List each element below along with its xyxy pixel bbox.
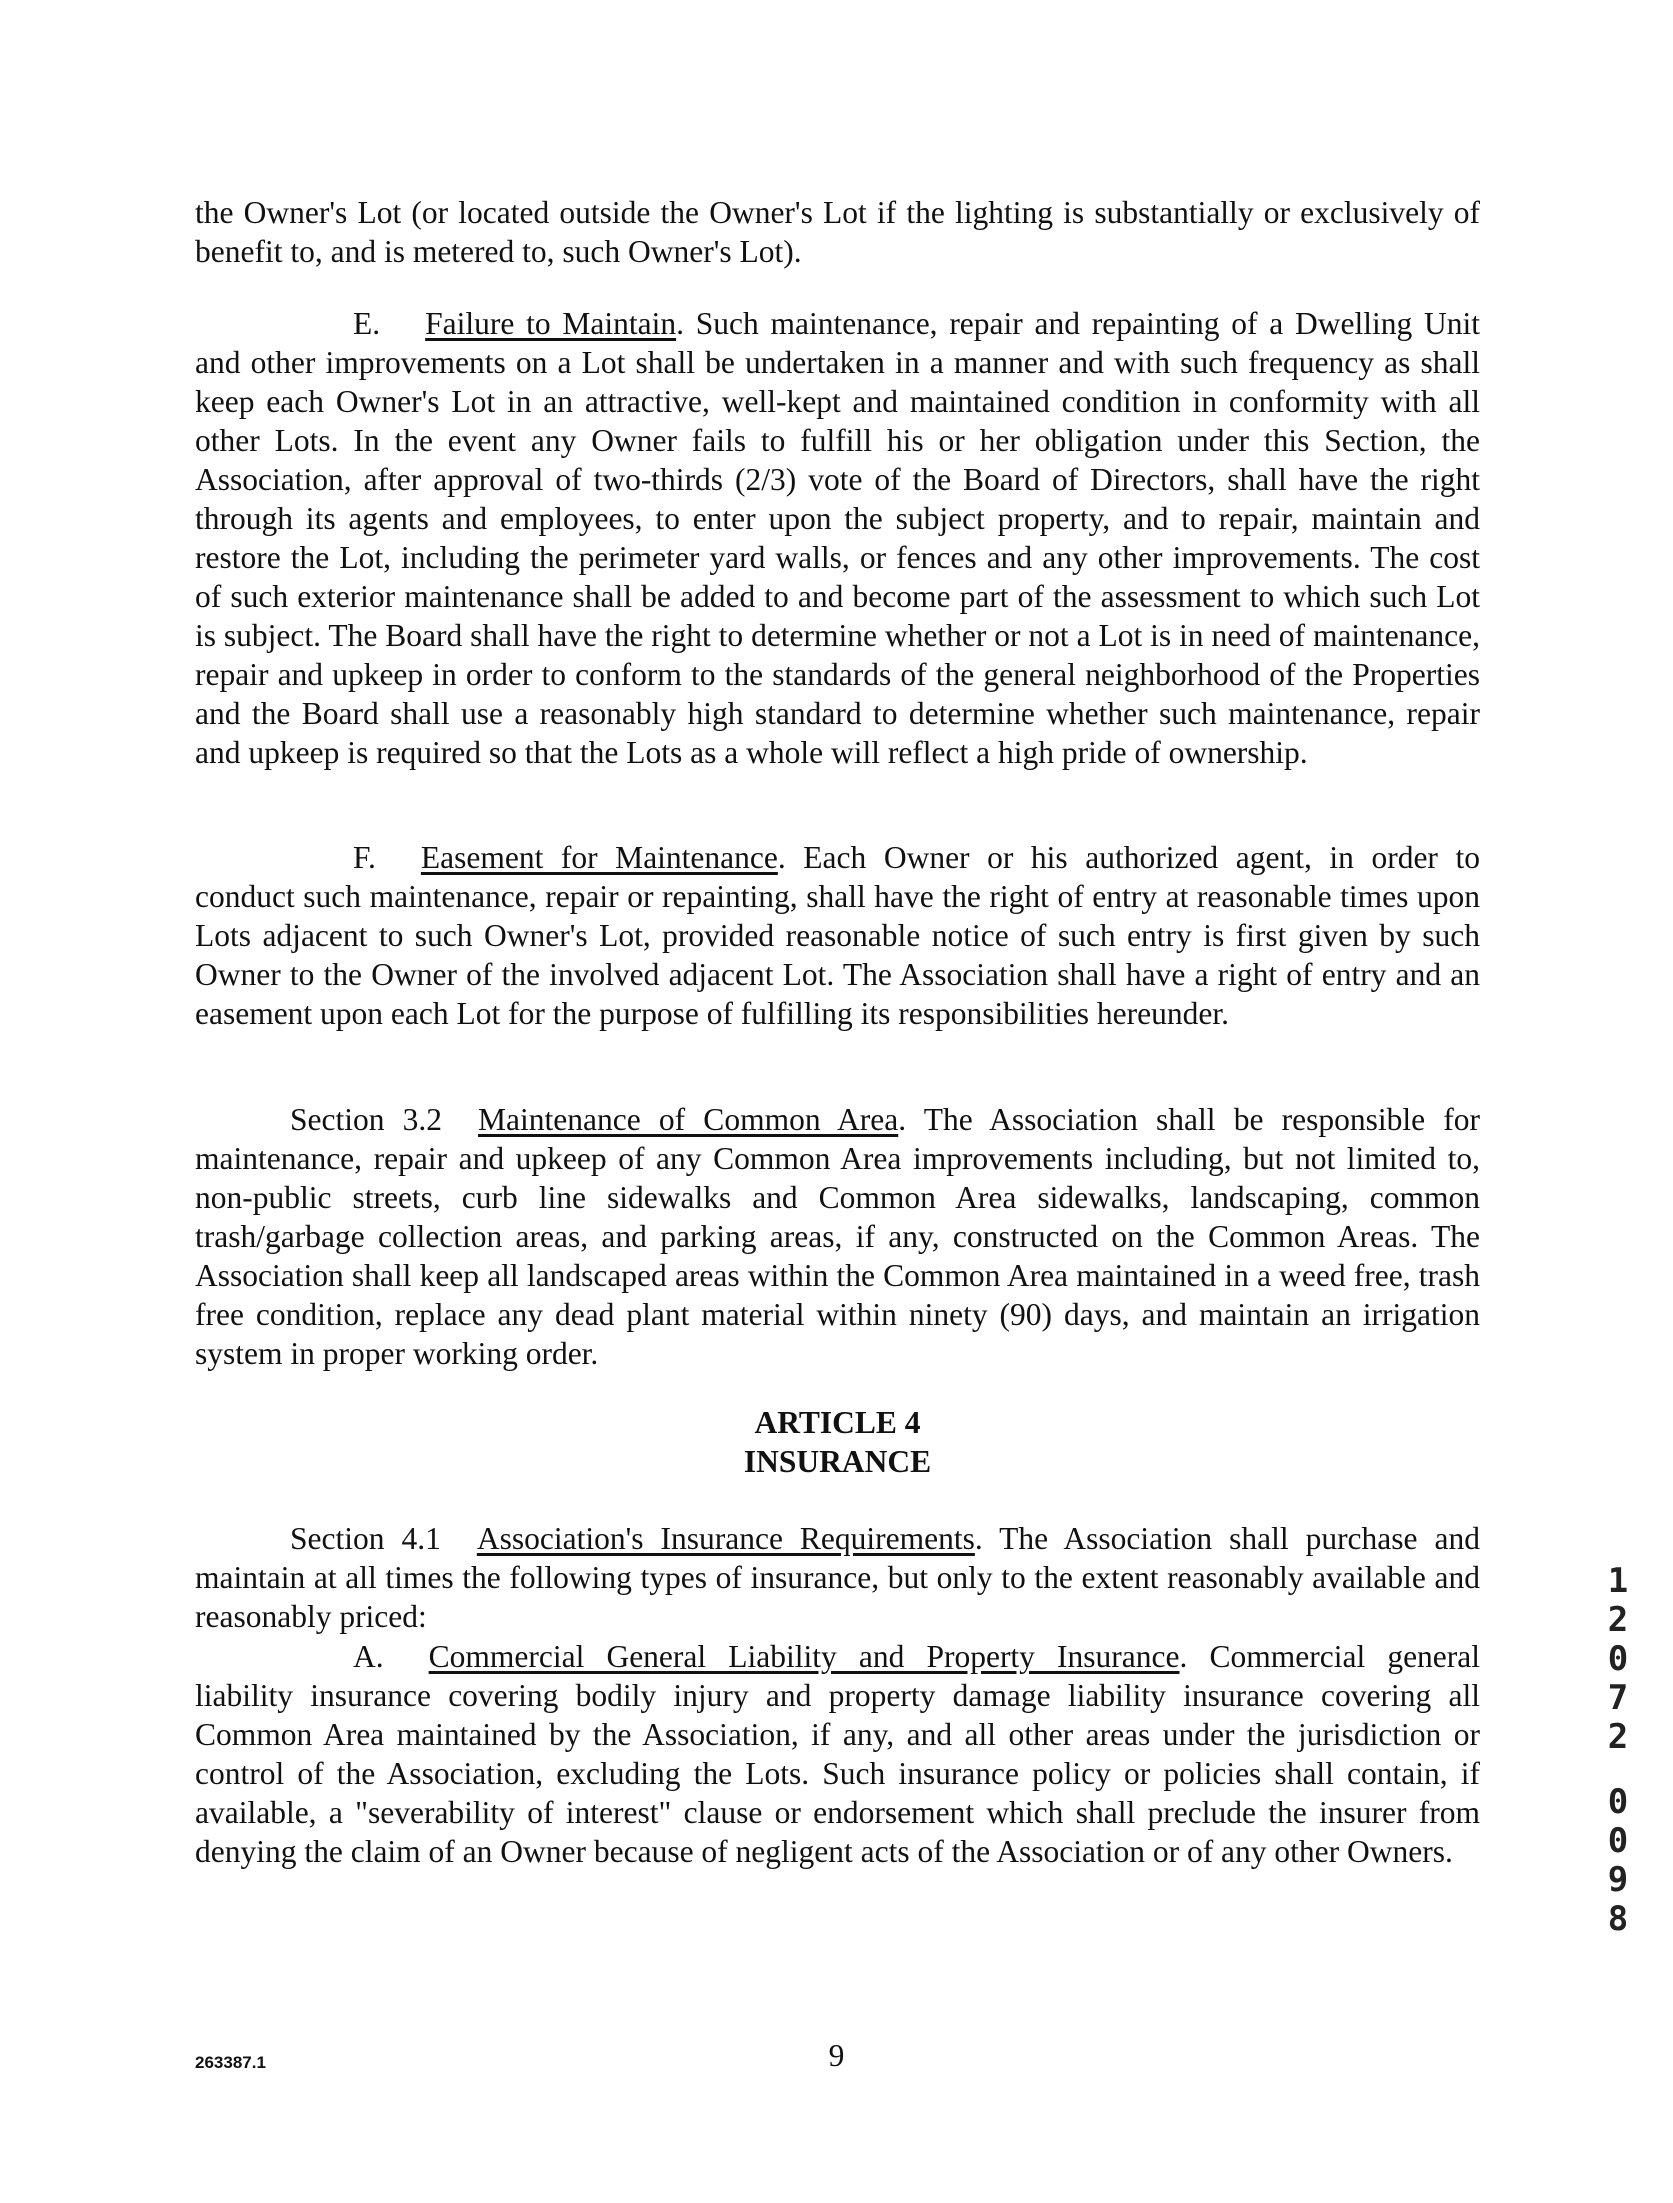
article-number: ARTICLE 4 [754,1405,921,1440]
paragraph-text: the Owner's Lot (or located outside the Owner's Lot if the lighting is substantially or exclusively of benefit to, and is metered to, such Owner's Lot). [195,195,1480,269]
page-number: 9 [828,2038,845,2073]
article-title: INSURANCE [743,1444,932,1479]
paragraph-title: Commercial General Liability and Property Insurance [428,1639,1180,1674]
section-label: Section 4.1 [290,1521,441,1556]
stamp-digit: 1 [1607,1561,1629,1601]
paragraph-title: Easement for Maintenance [420,840,778,875]
stamp-digit: 2 [1607,1600,1629,1640]
paragraph-e-failure-to-maintain [195,304,1480,772]
paragraph-body: . Commercial general liability insurance covering bodily injury and property damage liability insurance covering all Common Area maintained by the Association, if any, and all other areas under the jurisdiction or control of the Association, excluding the Lots. Such insurance policy or policies shall contain, if available, a "severability of interest" clause or endorsement which shall preclude the insurer from denying the claim of an Owner because of negligent acts of the Association or of any other Owners. [195,1639,1481,1869]
section-4-1-association-insurance-requirements [195,1519,1480,1636]
paragraph-label: E. [353,306,381,341]
section-body: . The Association shall purchase and maintain at all times the following types of insurance, but only to the extent reasonably available and reasonably priced: [195,1521,1480,1634]
paragraph-label: F. [353,840,376,875]
paragraph-body: . Such maintenance, repair and repainting of a Dwelling Unit and other improvements on a Lot shall be undertaken in a manner and with such frequency as shall keep each Owner's Lot in an attractive, well-kept and maintained condition in conformity with all other Lots. In the event any Owner fails to fulfill his or her obligation under this Section, the Association, after approval of two-thirds (2/3) vote of the Board of Directors, shall have the right through its agents and employees, to enter upon the subject property, and to repair, maintain and restore the Lot, including the perimeter yard walls, or fences and any other improvements. The cost of such exterior maintenance shall be added to and become part of the assessment to which such Lot is subject. The Board shall have the right to determine whether or not a Lot is in need of maintenance, repair and upkeep in order to conform to the standards of the general neighborhood of the Properties and the Board shall use a reasonably high standard to determine whether such maintenance, repair and upkeep is required so that the Lots as a whole will reflect a high pride of ownership. [195,306,1480,770]
paragraph-lighting-continuation [195,193,1480,271]
stamp-digit: 0 [1607,1639,1629,1679]
paragraph-a-commercial-general-liability [195,1637,1480,1871]
stamp-digit: 0 [1607,1821,1629,1861]
section-3-2-maintenance-of-common-area [195,1100,1480,1373]
paragraph-title: Failure to Maintain [425,306,677,341]
stamp-digit: 7 [1607,1678,1629,1718]
section-title: Association's Insurance Requirements [476,1521,975,1556]
stamp-digit: 8 [1607,1899,1629,1939]
recording-stamp [1598,1562,1638,1939]
stamp-digit: 2 [1607,1717,1629,1757]
section-label: Section 3.2 [290,1102,443,1137]
paragraph-f-easement-for-maintenance [195,838,1480,1033]
stamp-digit: 9 [1607,1860,1629,1900]
paragraph-label: A. [353,1639,384,1674]
article-4-heading [195,1403,1480,1481]
section-body: . The Association shall be responsible for maintenance, repair and upkeep of any Common Area improvements including, but not limited to, non-public streets, curb line sidewalks and Common Area sidewalks, landscaping, common trash/garbage collection areas, and parking areas, if any, constructed on the Common Areas. The Association shall keep all landscaped areas within the Common Area maintained in a weed free, trash free condition, replace any dead plant material within ninety (90) days, and maintain an irrigation system in proper working order. [195,1102,1480,1371]
section-title: Maintenance of Common Area [478,1102,899,1137]
paragraph-body: . Each Owner or his authorized agent, in order to conduct such maintenance, repair or repainting, shall have the right of entry at reasonable times upon Lots adjacent to such Owner's Lot, provided reasonable notice of such entry is first given by such Owner to the Owner of the involved adjacent Lot. The Association shall have a right of entry and an easement upon each Lot for the purpose of fulfilling its responsibilities hereunder. [195,840,1480,1031]
stamp-digit: 0 [1607,1782,1629,1822]
footer-document-id: 263387.1 [195,2053,266,2072]
